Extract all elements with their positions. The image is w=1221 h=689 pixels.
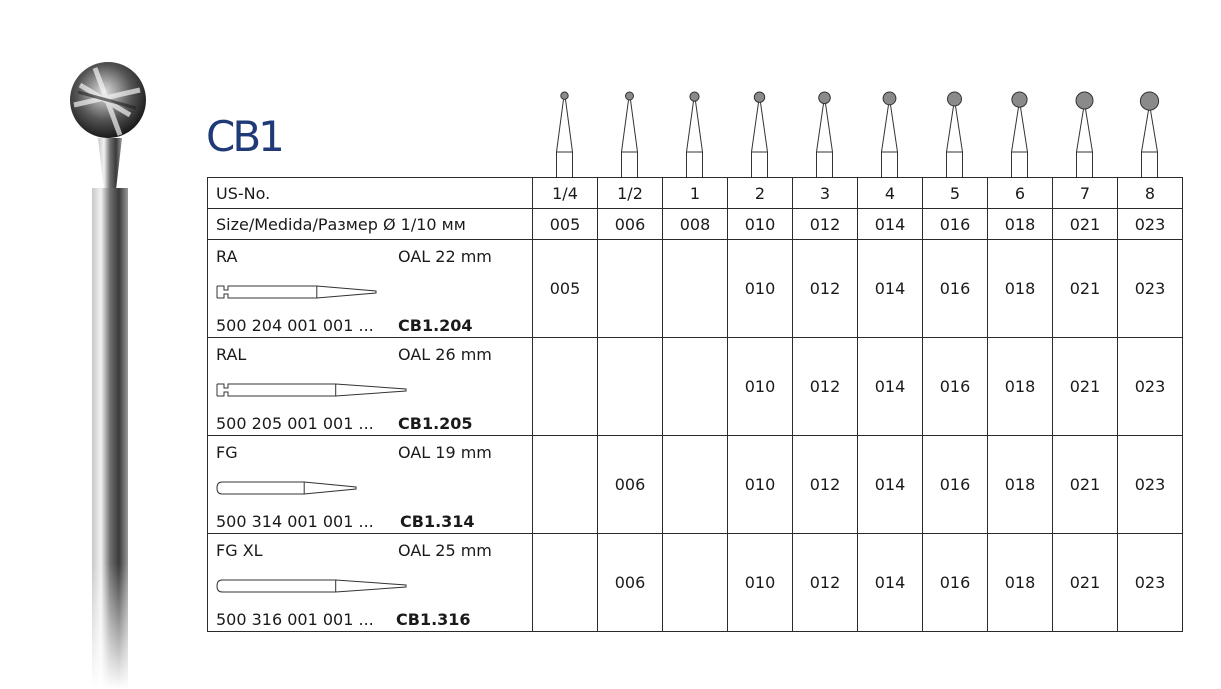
us-number-cell: 8 (1118, 178, 1183, 209)
article-number: 500 204 001 001 ... (216, 316, 374, 335)
size-cell: 023 (1118, 209, 1183, 240)
product-row (208, 436, 1183, 534)
size-availability-cell: 021 (1053, 240, 1118, 338)
ra-shank-icon (216, 282, 386, 302)
product-table (207, 177, 1183, 632)
size-availability-cell: 012 (793, 240, 858, 338)
round-bur-icon (752, 92, 768, 178)
size-cell: 014 (858, 209, 923, 240)
size-availability-cell (663, 534, 728, 632)
size-availability-cell (598, 338, 663, 436)
us-number-cell: 1/2 (598, 178, 663, 209)
article-number: 500 205 001 001 ... (216, 414, 374, 433)
overall-length: OAL 19 mm (398, 443, 492, 462)
size-availability-cell: 014 (858, 338, 923, 436)
us-label: US-No. (208, 178, 533, 209)
us-number-cell: 5 (923, 178, 988, 209)
reference-code: CB1.204 (398, 316, 473, 335)
size-availability-cell: 016 (923, 338, 988, 436)
size-availability-cell: 021 (1053, 338, 1118, 436)
size-availability-cell: 005 (533, 240, 598, 338)
article-number: 500 314 001 001 ... (216, 512, 374, 531)
shank-type: RA (216, 247, 238, 266)
size-cell: 008 (663, 209, 728, 240)
overall-length: OAL 22 mm (398, 247, 492, 266)
round-bur-icon (622, 92, 638, 178)
size-availability-cell: 016 (923, 240, 988, 338)
size-cell: 016 (923, 209, 988, 240)
us-number-cell: 6 (988, 178, 1053, 209)
size-cell: 018 (988, 209, 1053, 240)
round-bur-icon (1076, 92, 1093, 178)
size-availability-cell: 016 (923, 534, 988, 632)
fg-xl-shank-icon (216, 576, 416, 596)
product-description (208, 534, 533, 632)
round-bur-icon (882, 92, 898, 178)
size-availability-cell: 010 (728, 534, 793, 632)
us-number-cell: 1 (663, 178, 728, 209)
round-bur-icon (817, 92, 833, 178)
product-row (208, 534, 1183, 632)
size-availability-cell (533, 436, 598, 534)
size-availability-cell (598, 240, 663, 338)
round-bur-icon (1012, 92, 1028, 178)
us-number-cell: 4 (858, 178, 923, 209)
us-number-cell: 7 (1053, 178, 1118, 209)
size-availability-cell: 012 (793, 436, 858, 534)
us-number-row (208, 178, 1183, 209)
size-availability-cell: 018 (988, 534, 1053, 632)
size-availability-cell: 014 (858, 240, 923, 338)
size-availability-cell (663, 436, 728, 534)
reference-code: CB1.205 (398, 414, 473, 433)
size-availability-cell: 010 (728, 436, 793, 534)
size-availability-cell (663, 338, 728, 436)
size-availability-cell: 021 (1053, 436, 1118, 534)
size-availability-cell: 023 (1118, 240, 1183, 338)
size-availability-cell: 023 (1118, 338, 1183, 436)
size-cell: 006 (598, 209, 663, 240)
bur-size-icons (532, 84, 1182, 180)
shank-type: FG XL (216, 541, 263, 560)
size-availability-cell: 016 (923, 436, 988, 534)
size-availability-cell: 018 (988, 338, 1053, 436)
size-row (208, 209, 1183, 240)
reference-code: CB1.314 (400, 512, 475, 531)
size-availability-cell: 018 (988, 240, 1053, 338)
us-number-cell: 2 (728, 178, 793, 209)
round-bur-icon (687, 92, 703, 178)
size-cell: 010 (728, 209, 793, 240)
size-availability-cell: 010 (728, 338, 793, 436)
size-availability-cell: 006 (598, 534, 663, 632)
product-title: CB1 (206, 112, 282, 161)
size-availability-cell: 014 (858, 534, 923, 632)
product-description (208, 436, 533, 534)
size-availability-cell: 021 (1053, 534, 1118, 632)
round-bur-icon (947, 92, 963, 178)
round-bur-photo (60, 60, 160, 689)
product-row (208, 240, 1183, 338)
size-availability-cell: 012 (793, 338, 858, 436)
round-bur-icon (557, 92, 573, 178)
overall-length: OAL 26 mm (398, 345, 492, 364)
size-availability-cell: 014 (858, 436, 923, 534)
product-row (208, 338, 1183, 436)
size-cell: 005 (533, 209, 598, 240)
us-number-cell: 1/4 (533, 178, 598, 209)
size-availability-cell: 018 (988, 436, 1053, 534)
shank-type: FG (216, 443, 238, 462)
overall-length: OAL 25 mm (398, 541, 492, 560)
product-description (208, 338, 533, 436)
size-availability-cell: 010 (728, 240, 793, 338)
reference-code: CB1.316 (396, 610, 471, 629)
size-label: Size/Medida/Размер Ø 1/10 мм (208, 209, 533, 240)
shank-type: RAL (216, 345, 247, 364)
round-bur-icon (1140, 92, 1158, 178)
us-number-cell: 3 (793, 178, 858, 209)
fg-shank-icon (216, 478, 366, 498)
size-availability-cell: 023 (1118, 436, 1183, 534)
size-availability-cell: 023 (1118, 534, 1183, 632)
size-availability-cell (533, 534, 598, 632)
size-availability-cell (663, 240, 728, 338)
ral-shank-icon (216, 380, 416, 400)
size-availability-cell: 006 (598, 436, 663, 534)
size-cell: 012 (793, 209, 858, 240)
size-availability-cell: 012 (793, 534, 858, 632)
product-description (208, 240, 533, 338)
article-number: 500 316 001 001 ... (216, 610, 374, 629)
size-cell: 021 (1053, 209, 1118, 240)
size-availability-cell (533, 338, 598, 436)
